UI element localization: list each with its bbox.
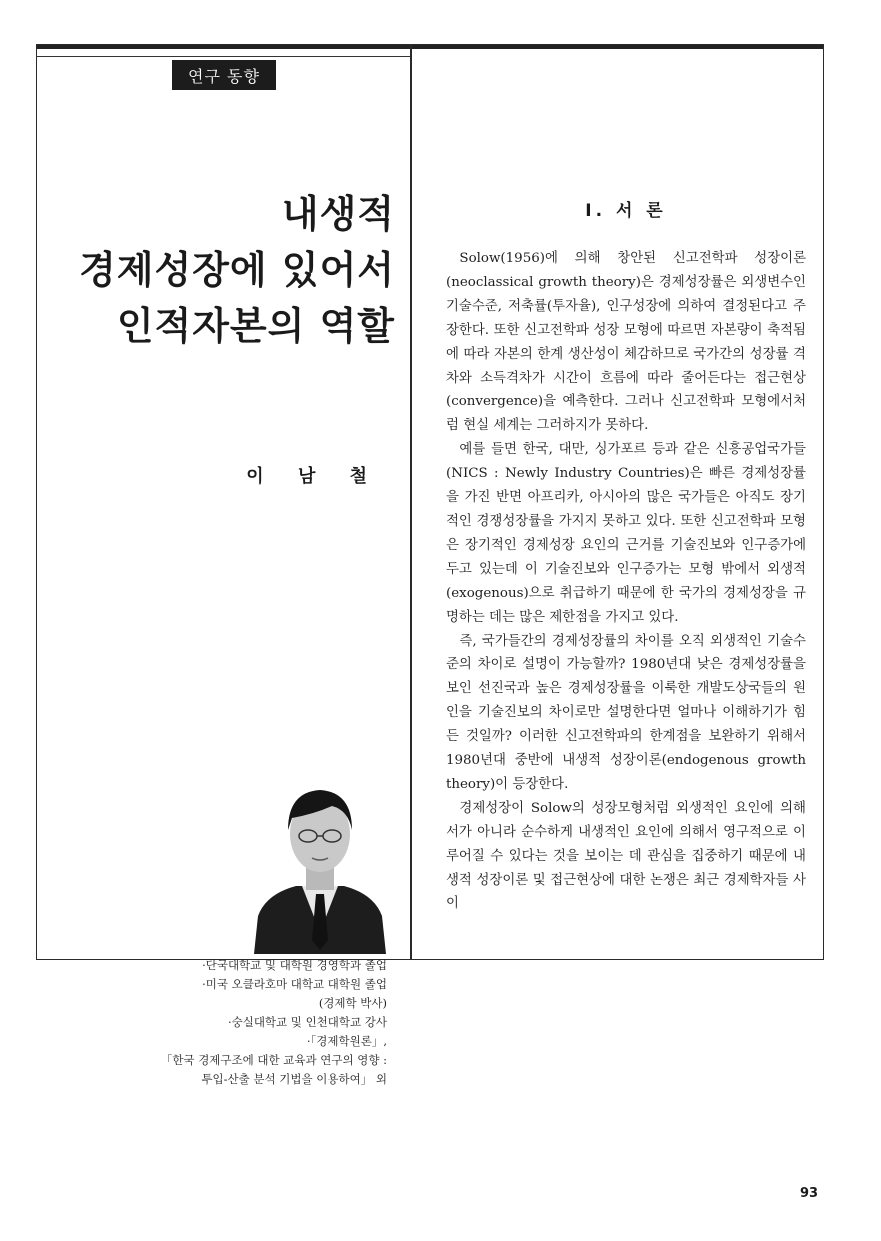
bio-line: ·숭실대학교 및 인천대학교 강사	[227, 1015, 387, 1029]
bio-line: ·미국 오클라호마 대학교 대학원 졸업	[202, 977, 387, 991]
bio-line: (경제학 박사)	[318, 996, 387, 1010]
author-photo	[252, 774, 388, 954]
column-divider	[410, 44, 412, 960]
section-heading: Ⅰ. 서 론	[585, 201, 667, 221]
author-portrait-image	[252, 774, 388, 954]
section-tag: 연구 동향	[172, 60, 276, 90]
body-paragraph: 경제성장이 Solow의 성장모형처럼 외생적인 요인에 의해서가 아니라 순수하게 내생적인 요인에 의해서 영구적으로 이루어질 수 있다는 것을 보이는 데 관심을 집중하기 때문에 내생적 성장이론 및 접근현상에 대한 논쟁은 최근 경제학자들 사이	[446, 800, 806, 912]
article-title	[35, 186, 395, 354]
page-number: 93	[800, 1186, 819, 1201]
author-bio	[87, 956, 387, 1089]
left-column-rule	[36, 56, 410, 57]
author-name: 이 남 철	[246, 466, 381, 487]
body-column	[446, 196, 806, 916]
body-paragraph: Solow(1956)에 의해 창안된 신고전학파 성장이론(neoclassical growth theory)은 경제성장률은 외생변수인 기술수준, 저축률(투자율), 인구성장에 의하여 결정된다고 주장한다. 또한 신고전학파 성장 모형에 따르면 자본량이 축적됨에 따라 자본의 한계 생산성이 체감하므로 국가간의 성장률 격차와 소득격차가 시간이 흐름에 따라 줄어든다는 접근현상(convergence)을 예측한다. 그러나 신고전학파 모형에서처럼 현실 세계는 그러하지가 못하다.	[446, 251, 806, 434]
bio-line: ·「경제학원론」,	[306, 1034, 387, 1048]
bio-line: 「한국 경제구조에 대한 교육과 연구의 영향 :	[160, 1053, 387, 1067]
title-line-3: 인적자본의 역할	[116, 304, 395, 348]
bio-line: 투입-산출 분석 기법을 이용하여」 외	[201, 1072, 387, 1086]
title-line-2: 경제성장에 있어서	[79, 248, 395, 292]
title-line-1: 내생적	[281, 192, 395, 236]
bio-line: ·단국대학교 및 대학원 경영학과 졸업	[202, 958, 387, 972]
body-paragraph: 예를 들면 한국, 대만, 싱가포르 등과 같은 신흥공업국가들(NICS : Newly Industry Countries)은 빠른 경제성장률을 가진 반면 아프리카, 아시아의 많은 국가들은 아직도 장기적인 경쟁성장률을 가지지 못하고 있다. 또한 신고전학파 모형은 장기적인 경제성장 요인의 근거를 기술진보와 인구증가에 두고 있는데 이 기술진보와 인구증가는 모형 밖에서 외생적(exogenous)으로 취급하기 때문에 한 국가의 경제성장을 규명하는 데는 많은 제한점을 가지고 있다.	[446, 442, 806, 625]
body-paragraph: 즉, 국가들간의 경제성장률의 차이를 오직 외생적인 기술수준의 차이로 설명이 가능할까? 1980년대 낮은 경제성장률을 보인 선진국과 높은 경제성장률을 이룩한 개발도상국들의 원인을 기술진보의 차이로만 설명한다면 얼마나 이해하기가 힘든 것일까? 이러한 신고전학파의 한계점을 보완하기 위해서 1980년대 중반에 내생적 성장이론(endogenous growth theory)이 등장한다.	[446, 633, 806, 792]
